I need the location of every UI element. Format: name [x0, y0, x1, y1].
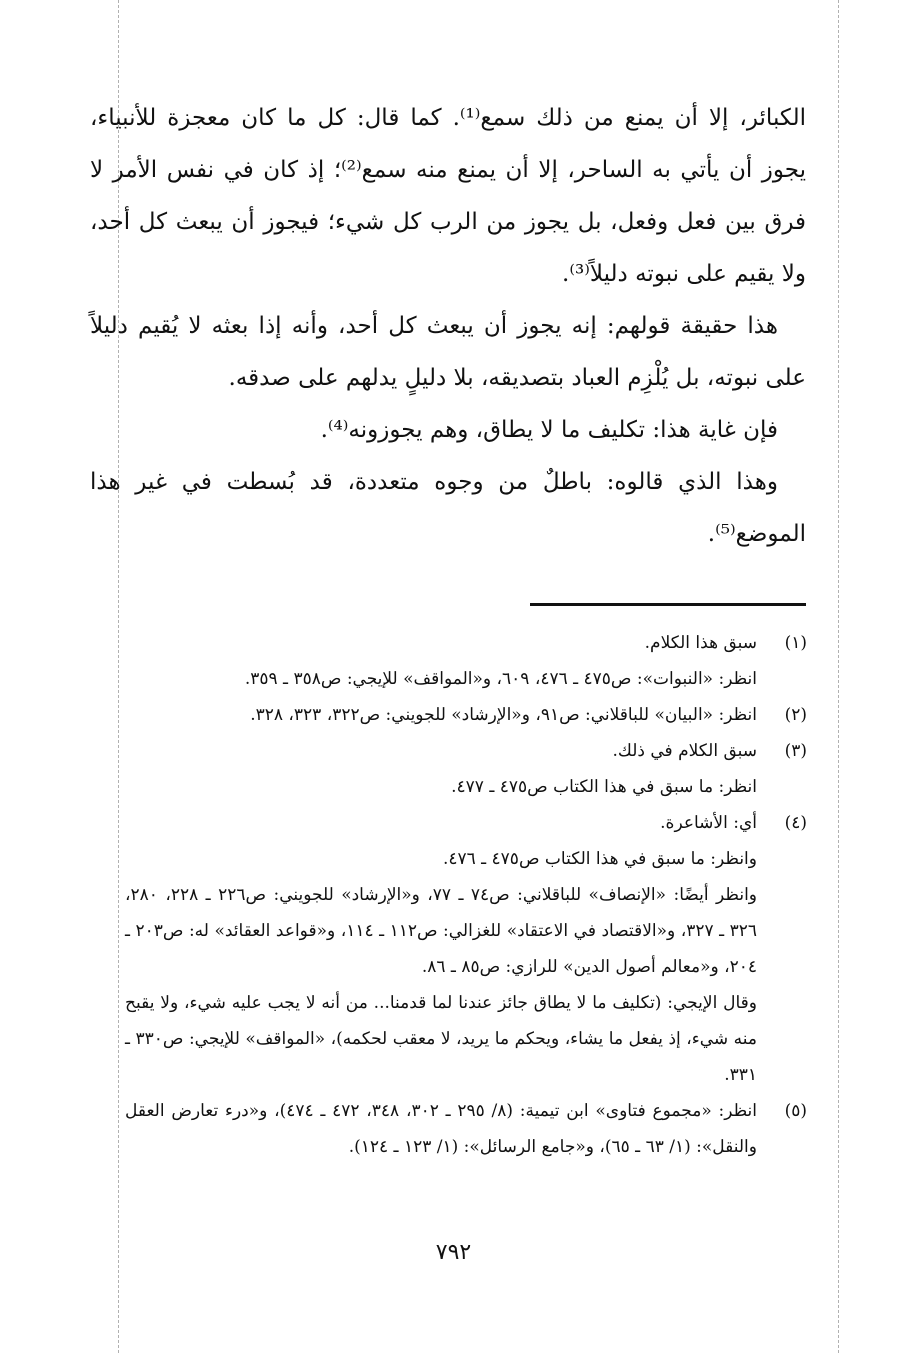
footnote-line: وقال الإيجي: (تكليف ما لا يطاق جائز عندنا لما قدمنا... من أنه لا يجب عليه شيء، ولا يقبح منه شيء، إذ يفعل ما يشاء، ويحكم ما يريد، لا معقب لحكمه)، «المواقف» للإيجي: ص٣٣٠ ـ ٣٣١. — [125, 993, 757, 1085]
main-paragraph: فإن غاية هذا: تكليف ما لا يطاق، وهم يجوزونه⁽⁴⁾. — [320, 417, 778, 443]
footnote-line: سبق الكلام في ذلك. — [612, 741, 757, 761]
footnote-body — [125, 625, 757, 697]
footnote-number: (٢) — [784, 705, 807, 725]
main-paragraph: الكبائر، إلا أن يمنع من ذلك سمع⁽¹⁾. كما قال: كل ما كان معجزة للأنبياء، يجوز أن يأتي به الساحر، إلا أن يمنع منه سمع⁽²⁾؛ إذ كان في نفس الأمر لا فرق بين فعل وفعل، بل يجوز من الرب كل شيء؛ فيجوز أن يبعث كل أحد، ولا يقيم على نبوته دليلاً⁽³⁾. — [90, 105, 806, 287]
footnote-1 — [125, 625, 807, 697]
footnote-line: وانظر أيضًا: «الإنصاف» للباقلاني: ص٧٤ ـ ٧٧، و«الإرشاد» للجويني: ص٢٢٦ ـ ٢٢٨، ٢٨٠، ٣٢٦ ـ ٣٢٧، و«الاقتصاد في الاعتقاد» للغزالي: ص١١٢ ـ ١١٤، و«قواعد العقائد» له: ص٢٠٣ ـ ٢٠٤، و«معالم أصول الدين» للرازي: ص٨٥ ـ ٨٦. — [125, 885, 758, 977]
footnote-line: انظر: «النبوات»: ص٤٧٥ ـ ٤٧٦، ٦٠٩، و«المواقف» للإيجي: ص٣٥٨ ـ ٣٥٩. — [244, 669, 757, 689]
footnote-line: وانظر: ما سبق في هذا الكتاب ص٤٧٥ ـ ٤٧٦. — [442, 849, 757, 869]
page-number: ٧٩٢ — [435, 1240, 472, 1265]
scan-guide-right — [838, 0, 839, 1353]
footnote-line: انظر: «البيان» للباقلاني: ص٩١، و«الإرشاد» للجويني: ص٣٢٢، ٣٢٣، ٣٢٨. — [250, 705, 757, 725]
footnote-line: انظر: «مجموع فتاوى» ابن تيمية: (٨/ ٢٩٥ ـ ٣٠٢، ٣٤٨، ٤٧٢ ـ ٤٧٤)، و«درء تعارض العقل والنقل»: (١/ ٦٣ ـ ٦٥)، و«جامع الرسائل»: (١/ ١٢٣ ـ ١٢٤). — [125, 1101, 757, 1157]
footnote-body — [125, 733, 757, 805]
main-text — [90, 92, 806, 560]
footnote-body — [125, 1093, 757, 1165]
footnote-4 — [125, 805, 807, 1093]
footnote-number: (٤) — [784, 813, 807, 833]
footnote-5 — [125, 1093, 807, 1165]
main-paragraph: وهذا الذي قالوه: باطلٌ من وجوه متعددة، قد بُسطت في غير هذا الموضع⁽⁵⁾. — [90, 469, 806, 547]
footnote-body — [125, 805, 757, 1093]
footnote-3 — [125, 733, 807, 805]
footnote-body — [125, 697, 757, 733]
footnote-line: أي: الأشاعرة. — [660, 813, 757, 833]
footnotes — [125, 625, 807, 1165]
footnote-line: سبق هذا الكلام. — [644, 633, 757, 653]
footnote-number: (٣) — [784, 741, 807, 761]
footnote-separator — [530, 603, 806, 606]
footnote-line: انظر: ما سبق في هذا الكتاب ص٤٧٥ ـ ٤٧٧. — [451, 777, 757, 797]
footnote-2 — [125, 697, 807, 733]
footnote-number: (٥) — [784, 1101, 807, 1121]
footnote-number: (١) — [784, 633, 807, 653]
main-paragraph: هذا حقيقة قولهم: إنه يجوز أن يبعث كل أحد، وأنه إذا بعثه لا يُقيم دليلاً على نبوته، بل يُلْزِم العباد بتصديقه، بلا دليلٍ يدلهم على صدقه. — [90, 313, 806, 391]
